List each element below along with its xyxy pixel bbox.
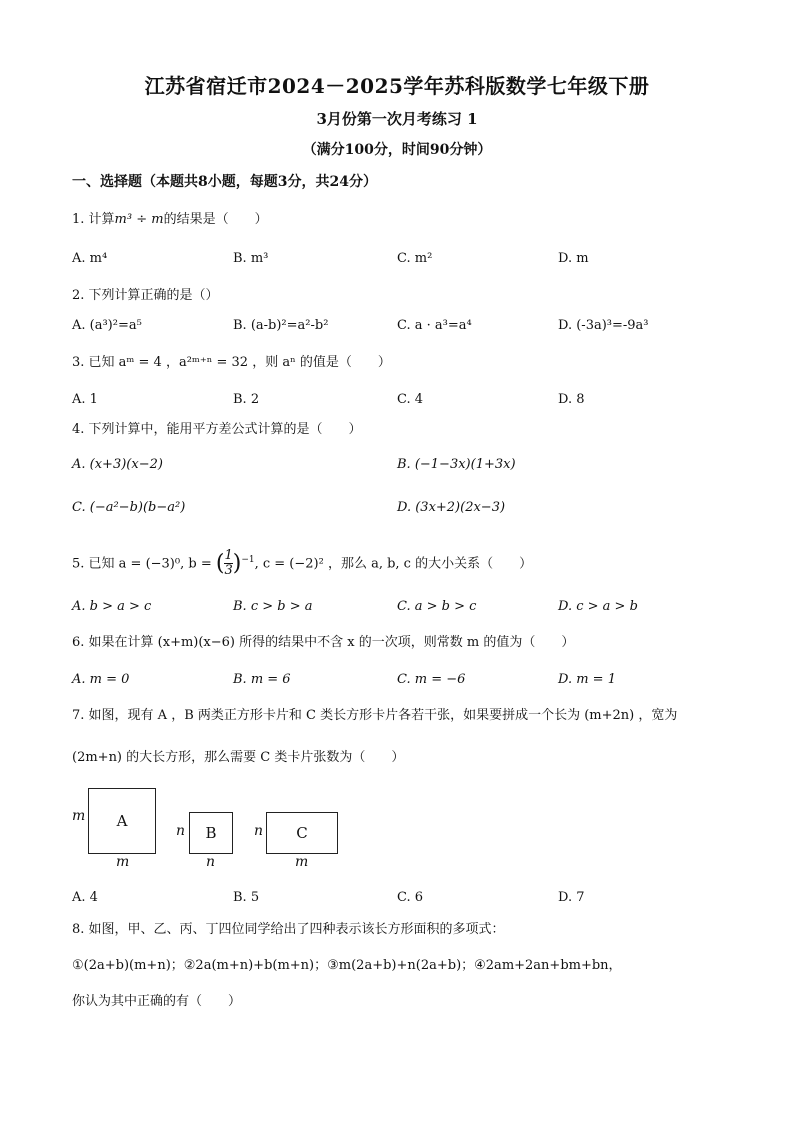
question-1 (72, 210, 268, 230)
q5-frac-den: 3 (224, 563, 233, 579)
q2-option-c[interactable]: C. a · a³=a⁴ (397, 318, 472, 333)
card-a (88, 788, 156, 854)
card-b-label: B (205, 824, 217, 842)
q3-option-b[interactable]: B. 2 (233, 392, 260, 407)
q1-option-a[interactable]: A. m⁴ (72, 251, 108, 266)
question-8-line-1: 8. 如图，甲、乙、丙、丁四位同学给出了四种表示该长方形面积的多项式： (72, 922, 505, 937)
exam-subtitle: 3月份第一次月考练习 1 (316, 110, 478, 128)
card-b-side-label: n (176, 823, 186, 839)
q5-option-a[interactable]: A. b > a > c (72, 599, 152, 614)
card-a-side-label: m (72, 808, 86, 824)
q5-option-d[interactable]: D. c > a > b (558, 599, 638, 614)
card-c-bottom-label: m (295, 854, 309, 870)
question-7-line-1: 7. 如图，现有 A ，B 两类正方形卡片和 C 类长方形卡片各若干张，如果要拼成一个长为 (m+2n) ，宽为 (72, 708, 678, 723)
exam-info: （满分100分，时间90分钟） (302, 142, 492, 158)
card-c (266, 812, 338, 854)
q1-expr: m³ ÷ m (114, 212, 164, 227)
q2-option-d[interactable]: D. (-3a)³=-9a³ (558, 318, 649, 333)
question-2: 2. 下列计算正确的是（） (72, 288, 219, 303)
q6-option-d[interactable]: D. m = 1 (558, 672, 616, 687)
q7-option-a[interactable]: A. 4 (72, 890, 98, 905)
q2-option-a[interactable]: A. (a³)²=a⁵ (72, 318, 142, 333)
card-c-label: C (296, 824, 308, 842)
q7-option-c[interactable]: C. 6 (397, 890, 424, 905)
q3-option-d[interactable]: D. 8 (558, 392, 585, 407)
question-8-line-3: 你认为其中正确的有（ ） (72, 994, 242, 1009)
question-7-line-2: (2m+n) 的大长方形，那么需要 C 类卡片张数为（ ） (72, 750, 405, 765)
q5-exp: −1 (241, 555, 255, 565)
q5-option-b[interactable]: B. c > b > a (233, 599, 313, 614)
q3-option-a[interactable]: A. 1 (72, 392, 98, 407)
question-5: 5. 已知 a = (−3)⁰, b = ( $\frac{1}{3}$ )$^{-1}$, c = (−2)² ，那么 a, b, c 的大小关系（ ） (72, 548, 533, 579)
q5-frac-num: 1 (224, 548, 233, 564)
q7-option-b[interactable]: B. 5 (233, 890, 260, 905)
q3-option-c[interactable]: C. 4 (397, 392, 424, 407)
q4-option-d[interactable]: D. (3x+2)(2x−3) (397, 500, 506, 515)
card-c-side-label: n (254, 823, 264, 839)
card-a-label: A (116, 812, 128, 830)
q1-option-b[interactable]: B. m³ (233, 251, 269, 266)
q6-option-c[interactable]: C. m = −6 (397, 672, 466, 687)
question-6: 6. 如果在计算 (x+m)(x−6) 所得的结果中不含 x 的一次项，则常数 m 的值为（ ） (72, 635, 575, 650)
q1-option-c[interactable]: C. m² (397, 251, 433, 266)
q7-option-d[interactable]: D. 7 (558, 890, 585, 905)
q6-option-a[interactable]: A. m = 0 (72, 672, 130, 687)
question-3: 3. 已知 aᵐ = 4 ，a²ᵐ⁺ⁿ = 32 ，则 aⁿ 的值是（ ） (72, 355, 391, 370)
q5-option-c[interactable]: C. a > b > c (397, 599, 477, 614)
q6-option-b[interactable]: B. m = 6 (233, 672, 291, 687)
exam-title: 江苏省宿迁市2024－2025学年苏科版数学七年级下册 (144, 74, 650, 98)
card-b (189, 812, 233, 854)
q5-prefix: 5. 已知 a = (−3)⁰, b = (72, 556, 216, 572)
q2-option-b[interactable]: B. (a-b)²=a²-b² (233, 318, 329, 333)
q1-option-d[interactable]: D. m (558, 251, 589, 266)
q1-prefix: 1. 计算 (72, 212, 115, 227)
q5-suffix: , c = (−2)² ，那么 a, b, c 的大小关系（ ） (254, 556, 533, 572)
card-a-bottom-label: m (116, 854, 130, 870)
section-heading: 一、选择题（本题共8小题，每题3分，共24分） (72, 174, 377, 190)
q4-option-c[interactable]: C. (−a²−b)(b−a²) (72, 500, 186, 515)
question-4: 4. 下列计算中，能用平方差公式计算的是（ ） (72, 422, 362, 437)
q5-fraction (224, 549, 232, 578)
question-8-line-2: ①(2a+b)(m+n)；②2a(m+n)+b(m+n)；③m(2a+b)+n(2a+b)；④2am+2an+bm+bn， (72, 958, 622, 973)
q4-option-b[interactable]: B. (−1−3x)(1+3x) (397, 457, 516, 472)
q4-option-a[interactable]: A. (x+3)(x−2) (72, 457, 163, 472)
q1-suffix: 的结果是（ ） (163, 212, 268, 227)
card-b-bottom-label: n (206, 854, 216, 870)
